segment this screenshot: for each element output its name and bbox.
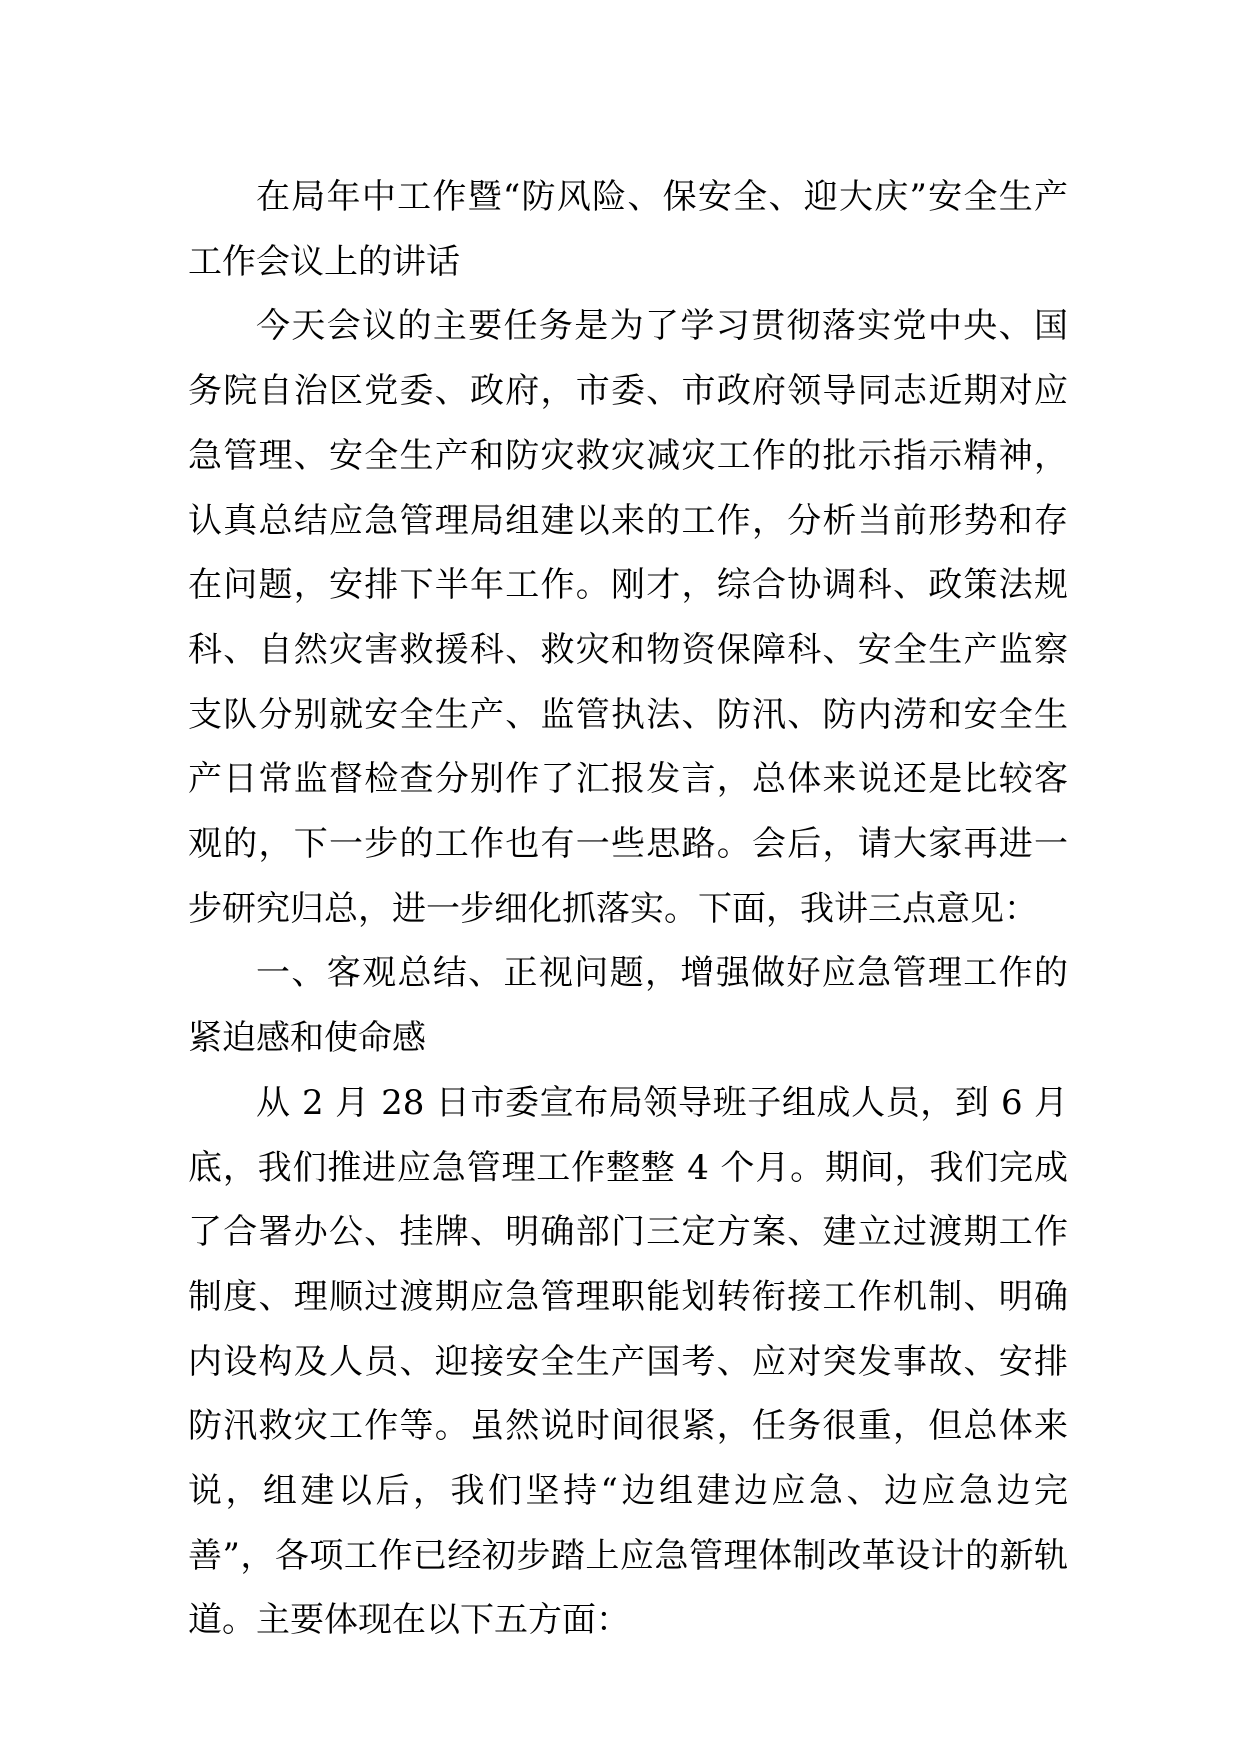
document-body <box>188 165 1068 1653</box>
section-heading-1: 一、客观总结、正视问题，增强做好应急管理工作的紧迫感和使命感 <box>188 953 1068 1059</box>
paragraph-intro: 今天会议的主要任务是为了学习贯彻落实党中央、国务院自治区党委、政府，市委、市政府领导同志近期对应急管理、安全生产和防灾救灾减灾工作的批示指示精神，认真总结应急管理局组建以来的工作，分析当前形势和存在问题，安排下半年工作。刚才，综合协调科、政策法规科、自然灾害救援科、救灾和物资保障科、安全生产监察支队分别就安全生产、监管执法、防汛、防内涝和安全生产日常监督检查分别作了汇报发言，总体来说还是比较客观的，下一步的工作也有一些思路。会后，请大家再进一步研究归总，进一步细化抓落实。下面，我讲三点意见： <box>188 306 1068 929</box>
document-title: 在局年中工作暨“防风险、保安全、迎大庆”安全生产工作会议上的讲话 <box>188 177 1068 282</box>
paragraph-summary: 从 2 月 28 日市委宣布局领导班子组成人员，到 6 月底，我们推进应急管理工作整整 4 个月。期间，我们完成了合署办公、挂牌、明确部门三定方案、建立过渡期工作制度、理顺过渡期应急管理职能划转衔接工作机制、明确内设构及人员、迎接安全生产国考、应对突发事故、安排防汛救灾工作等。虽然说时间很紧，任务很重，但总体来说，组建以后，我们坚持“边组建边应急、边应急边完善”，各项工作已经初步踏上应急管理体制改革设计的新轨道。主要体现在以下五方面： <box>188 1082 1068 1641</box>
